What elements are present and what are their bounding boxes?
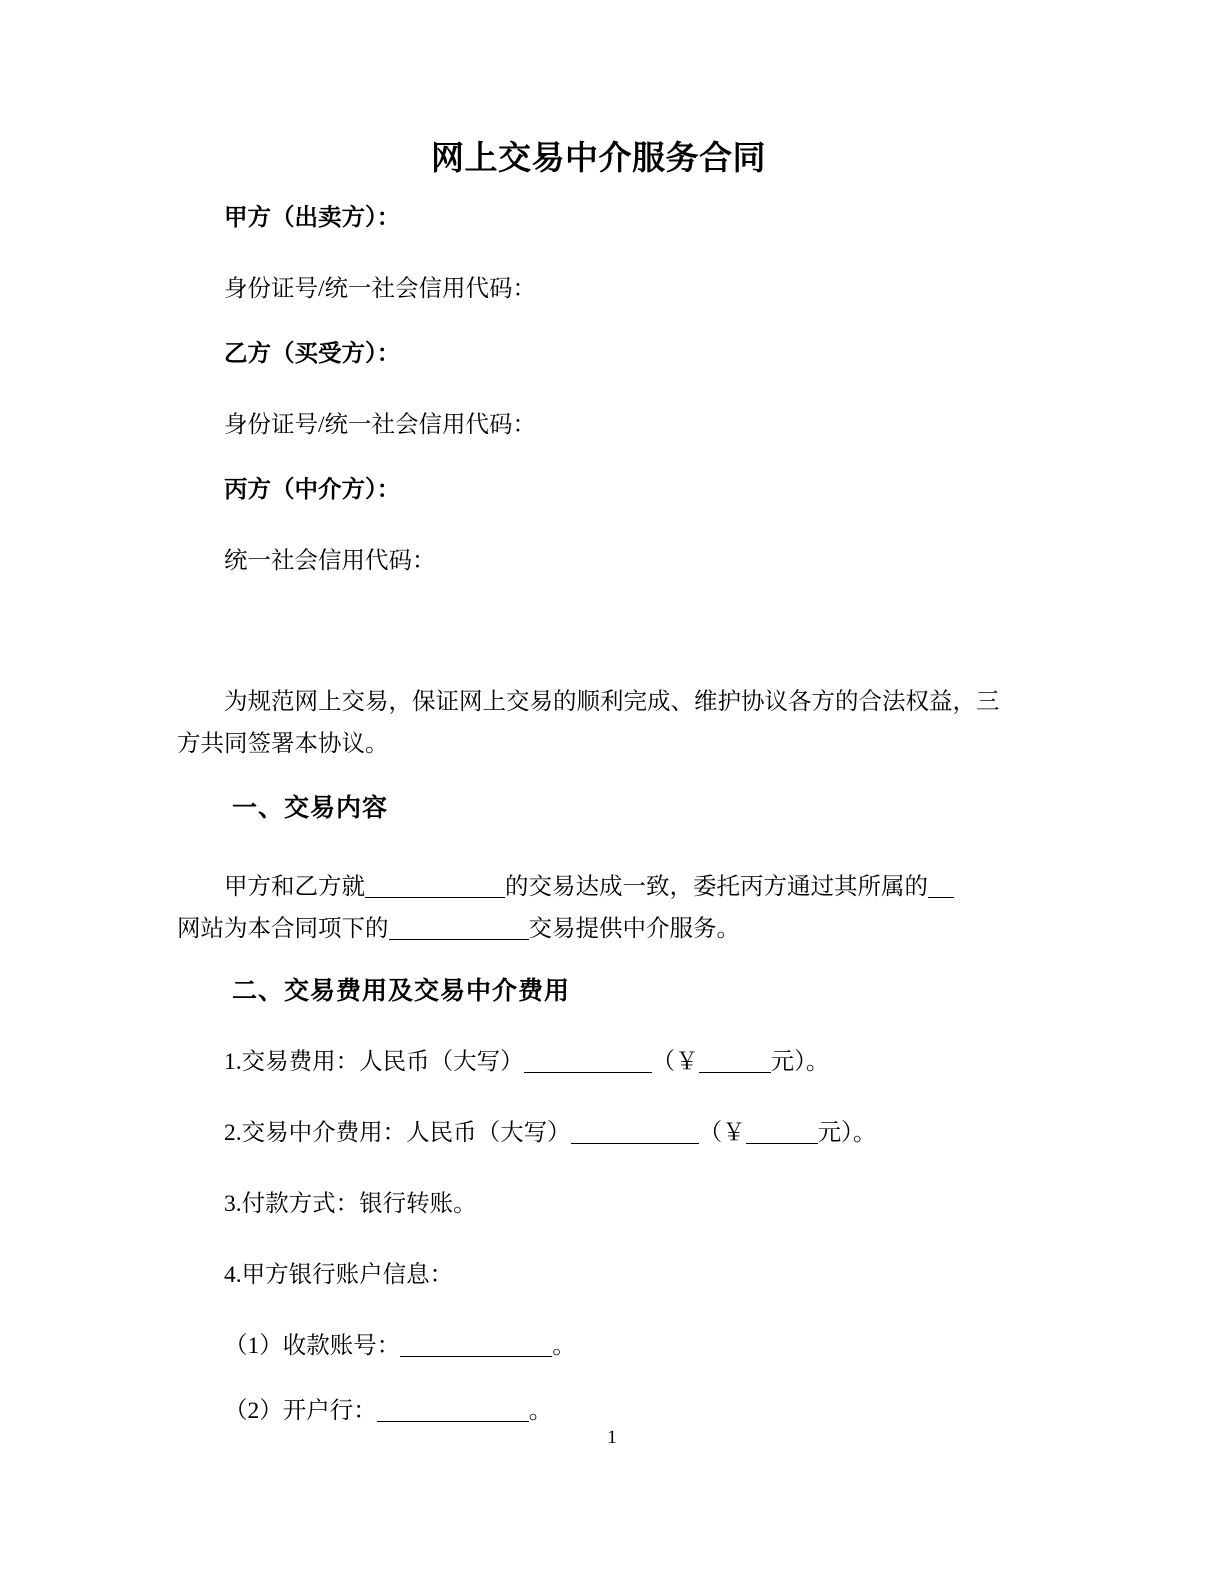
section-1-text-a: 甲方和乙方就 [224, 874, 365, 900]
party-agent-id-label: 统一社会信用代码： [224, 548, 436, 574]
fee-item-2-mid: （￥ [698, 1120, 746, 1146]
party-buyer-id-label: 身份证号/统一社会信用代码： [224, 412, 537, 438]
section-1-body [177, 866, 1020, 950]
party-seller-id-label: 身份证号/统一社会信用代码： [224, 276, 537, 302]
preamble-paragraph [177, 681, 1020, 765]
fee-item-1 [177, 1047, 1067, 1077]
agency-fee-uppercase-blank[interactable] [571, 1143, 699, 1144]
website-name-blank-part1[interactable] [928, 897, 954, 898]
section-heading-2: 二、交易费用及交易中介费用 [232, 978, 571, 1005]
bank-account-number-blank[interactable] [400, 1356, 552, 1357]
trade-fee-amount-blank[interactable] [699, 1072, 771, 1073]
section-heading-1: 一、交易内容 [232, 795, 389, 822]
section-1-body-line-1 [177, 866, 1020, 908]
contract-subject-blank[interactable] [389, 939, 529, 940]
bank-branch-blank[interactable] [377, 1421, 529, 1422]
fee-item-1-mid: （￥ [651, 1049, 699, 1075]
fee-item-1-suffix: 。 [805, 1049, 830, 1075]
fee-item-2-unit: 元） [817, 1120, 853, 1146]
bank-account-number-suffix: 。 [552, 1333, 576, 1359]
party-seller-label: 甲方（出卖方）： [224, 205, 401, 231]
preamble-line-2: 方共同签署本协议。 [177, 731, 389, 757]
fee-item-2 [177, 1118, 1067, 1148]
bank-account-number-label: （1）收款账号： [224, 1333, 401, 1359]
page-number: 1 [607, 1427, 617, 1448]
fee-item-4: 4.甲方银行账户信息： [224, 1262, 454, 1288]
fee-item-1-prefix: 1.交易费用：人民币（大写） [224, 1049, 524, 1075]
page-title: 网上交易中介服务合同 [431, 141, 766, 177]
section-1-text-b: 的交易达成一致，委托丙方通过其所属的 [505, 874, 928, 900]
bank-branch-suffix: 。 [528, 1398, 553, 1424]
preamble-line-1: 为规范网上交易，保证网上交易的顺利完成、维护协议各方的合法权益，三 [224, 689, 1000, 715]
fee-item-2-suffix: 。 [852, 1120, 877, 1146]
section-1-text-c: 网站为本合同项下的 [177, 916, 389, 942]
bank-branch-label: （2）开户行： [224, 1398, 377, 1424]
fee-item-2-prefix: 2.交易中介费用：人民币（大写） [224, 1120, 571, 1146]
party-buyer-label: 乙方（买受方）： [224, 341, 401, 367]
bank-branch-item [177, 1396, 1067, 1426]
agency-fee-amount-blank[interactable] [746, 1143, 818, 1144]
bank-account-number-item [177, 1331, 1067, 1361]
party-agent-label: 丙方（中介方）： [224, 477, 401, 503]
trade-fee-uppercase-blank[interactable] [524, 1072, 652, 1073]
section-1-body-line-2 [177, 908, 1020, 950]
fee-item-3: 3.付款方式：银行转账。 [224, 1191, 477, 1217]
fee-item-1-unit: 元） [770, 1049, 806, 1075]
section-1-text-d: 交易提供中介服务。 [528, 916, 740, 942]
trade-subject-blank[interactable] [365, 897, 505, 898]
